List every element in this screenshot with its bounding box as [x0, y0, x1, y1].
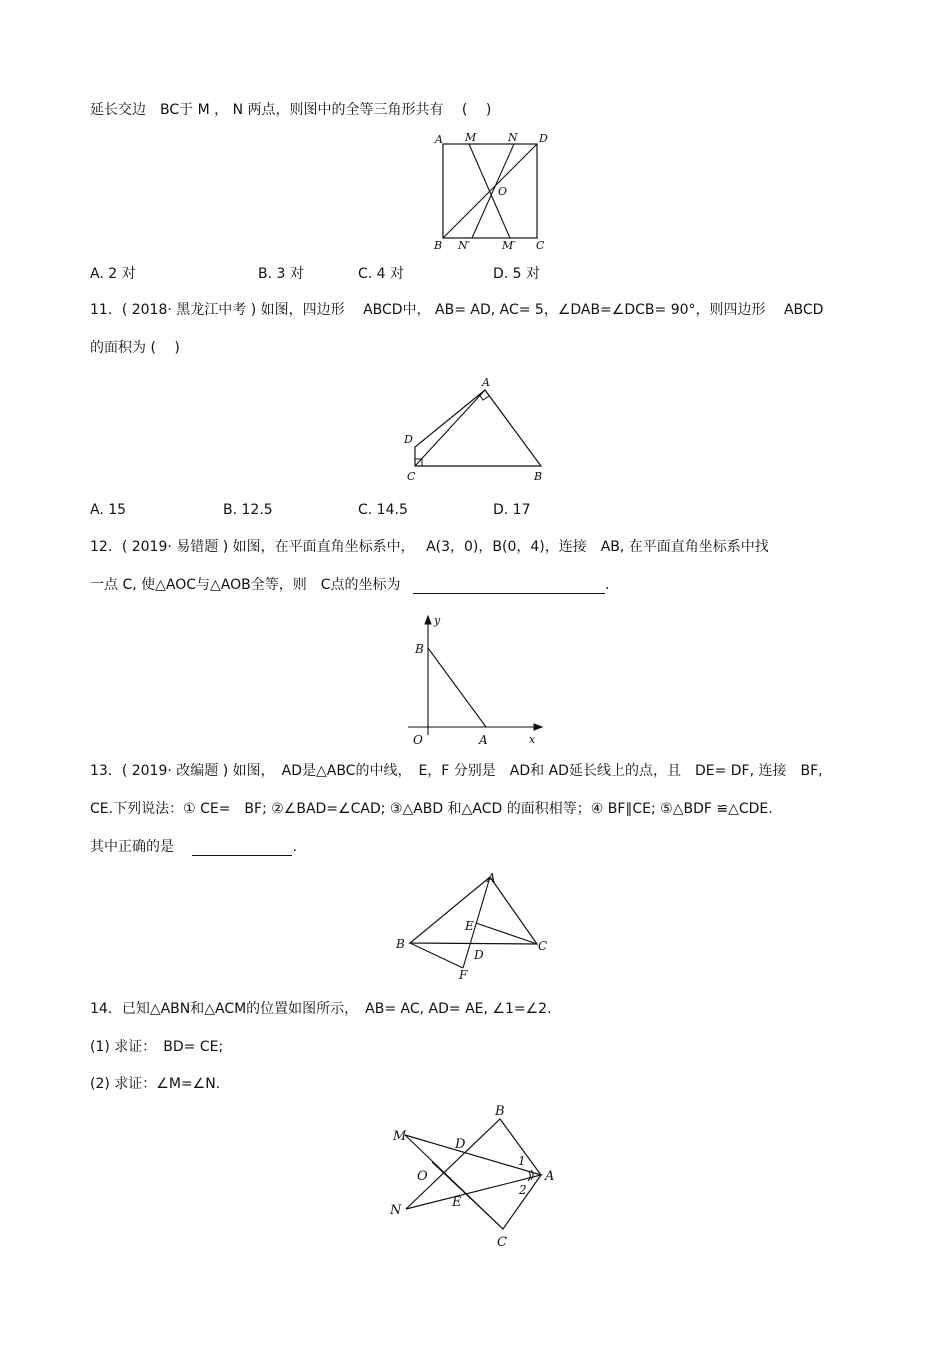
q11-option-d: D. 17	[493, 502, 531, 518]
q10-label-n-prime: N′	[458, 239, 471, 252]
q12-label-y: y	[434, 614, 441, 627]
q14-label-1: 1	[518, 1154, 526, 1168]
q12-label-b: B	[415, 642, 424, 656]
q10-label-m: M	[465, 131, 477, 144]
q12-label-o: O	[413, 733, 423, 747]
q12-coordinate-figure	[400, 612, 550, 752]
q14-label-m: M	[393, 1129, 407, 1144]
q10-label-o: O	[498, 185, 508, 198]
q12-line-1: 12．( 2019· 易错题 ) 如图，在平面直角坐标系中， A(3，0)，B(0，4)，连接 AB, 在平面直角坐标系中找	[90, 539, 769, 555]
q14-label-c: C	[497, 1235, 507, 1248]
q10-stem-tail: 延长交边 BC于 M ， N 两点，则图中的全等三角形共有 ( )	[90, 102, 492, 118]
q13-label-e: E	[465, 919, 474, 933]
q14-label-2: 2	[519, 1183, 527, 1197]
q12-label-a: A	[479, 733, 488, 747]
q10-option-b: B. 3 对	[258, 266, 304, 282]
q11-line-2: 的面积为 ( )	[90, 340, 180, 356]
q13-line-3-text: 其中正确的是	[90, 839, 174, 855]
q13-label-a: A	[487, 871, 496, 885]
q12-line-2-end: .	[604, 577, 610, 593]
q13-label-b: B	[396, 937, 405, 951]
q10-rectangle-figure	[425, 128, 555, 254]
q11-line-1: 11．( 2018· 黑龙江中考 ) 如图，四边形 ABCD中， AB= AD, AC= 5，∠DAB=∠DCB= 90°，则四边形 ABCD	[90, 302, 824, 318]
q13-line-1: 13．( 2019· 改编题 ) 如图， AD是△ABC的中线， E，F 分别是 AD和 AD延长线上的点，且 DE= DF, 连接 BF,	[90, 763, 823, 779]
q11-label-b: B	[534, 470, 543, 483]
q10-option-c: C. 4 对	[358, 266, 405, 282]
q10-option-a: A. 2 对	[90, 266, 136, 282]
q13-line-3	[90, 838, 297, 856]
q13-line-2: CE.下列说法：① CE= BF; ②∠BAD=∠CAD; ③△ABD 和△ACD 的面积相等；④ BF∥CE; ⑤△BDF ≌△CDE.	[90, 801, 773, 817]
q11-option-b: B. 12.5	[223, 502, 273, 518]
q14-label-n: N	[390, 1203, 402, 1218]
q14-crossing-triangles-figure	[385, 1098, 565, 1248]
q11-quadrilateral-figure	[398, 372, 558, 487]
q14-label-d: D	[455, 1137, 466, 1152]
q14-part-1: (1) 求证： BD= CE;	[90, 1039, 224, 1055]
q13-label-d: D	[474, 948, 484, 962]
q14-label-e: E	[452, 1195, 462, 1210]
q14-line-1: 14．已知△ABN和△ACM的位置如图所示， AB= AC, AD= AE, ∠1=∠2.	[90, 1001, 552, 1017]
q13-label-f: F	[459, 968, 468, 982]
q11-label-c: C	[407, 470, 416, 483]
q14-part-2: (2) 求证：∠M=∠N.	[90, 1076, 221, 1092]
q12-answer-blank	[413, 577, 605, 594]
q11-option-c: C. 14.5	[358, 502, 408, 518]
q11-label-d: D	[404, 433, 413, 446]
q10-label-d: D	[539, 132, 548, 145]
q14-label-a: A	[545, 1169, 555, 1184]
q10-label-a: A	[435, 133, 443, 146]
q11-option-a: A. 15	[90, 502, 127, 518]
q10-label-n: N	[508, 131, 518, 144]
q14-label-b: B	[495, 1104, 505, 1119]
q13-line-3-end: .	[292, 839, 297, 855]
q12-line-2	[90, 576, 609, 594]
q10-label-m-prime: M′	[502, 239, 516, 252]
q12-line-2-text: 一点 C, 使△AOC与△AOB全等，则 C点的坐标为	[90, 577, 401, 593]
q10-option-d: D. 5 对	[493, 266, 541, 282]
q10-label-c: C	[536, 239, 545, 252]
q14-label-o: O	[417, 1169, 428, 1184]
q13-triangle-figure	[390, 868, 560, 986]
q10-label-b: B	[434, 239, 443, 252]
q12-label-x: x	[529, 733, 536, 746]
q11-label-a: A	[482, 376, 490, 389]
q13-answer-blank	[192, 839, 292, 856]
q13-label-c: C	[538, 939, 548, 953]
